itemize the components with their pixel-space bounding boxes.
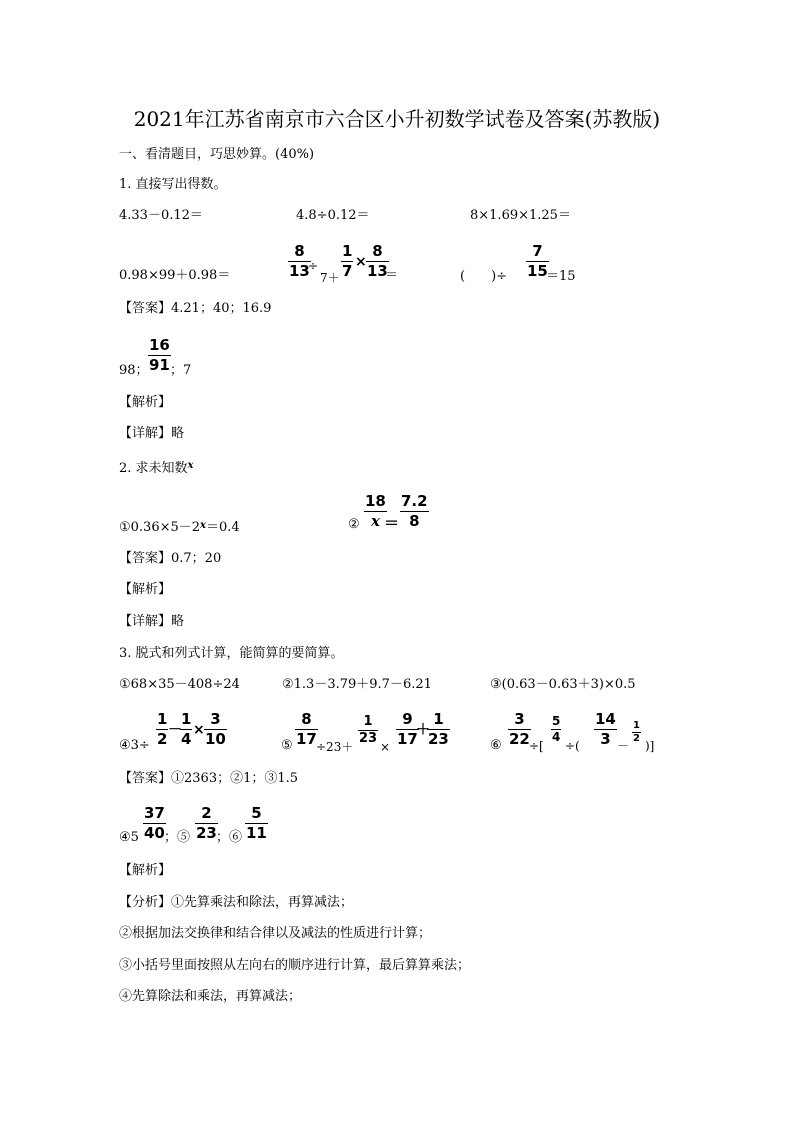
q1-item-3: 8×1.69×1.25＝ xyxy=(470,208,571,223)
q2-detail: 【详解】略 xyxy=(119,614,185,629)
expression-text: ÷( xyxy=(565,739,580,753)
fraction: 1 4 xyxy=(181,710,192,748)
fraction: 1 23 xyxy=(428,710,449,748)
q3-expression-1: ①68×35－408÷24 xyxy=(119,677,240,692)
q3-answer-line2: ④5 xyxy=(119,830,139,845)
fraction: 37 40 xyxy=(144,804,165,842)
fraction: 16 91 xyxy=(149,336,170,374)
q1-heading: 1. 直接写出得数。 xyxy=(119,177,227,192)
q3-note-1: 【分析】①先算乘法和除法，再算减法； xyxy=(119,895,354,910)
times-sign: × xyxy=(380,740,391,754)
fraction: 3 10 xyxy=(205,710,226,748)
expression-text: )] xyxy=(645,739,655,753)
q2-equation-1: $①0.36\times 5-2^x=0.4$ xyxy=(119,520,240,535)
fraction: 1 23 xyxy=(359,714,378,746)
fraction: 8 17 xyxy=(296,710,317,748)
plus-sign: ＋ xyxy=(416,722,430,738)
q3-expression-2: ②1.3－3.79＋9.7－6.21 xyxy=(282,677,432,692)
minus-sign: － xyxy=(168,722,182,738)
q3-heading: 3. 脱式和列式计算，能简算的要简算。 xyxy=(119,646,344,661)
document-title: 2021年江苏省南京市六合区小升初数学试卷及答案(苏教版) xyxy=(133,107,661,131)
fraction: 7 15 xyxy=(527,242,548,280)
q1-detail: 【详解】略 xyxy=(119,426,185,441)
times-sign: × xyxy=(193,722,205,738)
fraction: 7.2 8 xyxy=(401,492,428,530)
q2-heading: 2. 求未知数$^x$ xyxy=(119,460,194,476)
q3-expression-4: ④3÷ xyxy=(119,738,150,753)
q3-note-4: ④先算除法和乘法，再算减法； xyxy=(119,989,302,1004)
section-heading: 一、看清题目，巧思妙算。(40%) xyxy=(119,147,315,162)
fraction: 8 13 xyxy=(367,242,388,280)
fraction: 1 7 xyxy=(342,242,353,280)
fraction: 1 2 xyxy=(633,720,640,744)
fraction: 8 13 xyxy=(289,242,310,280)
q2-analysis: 【解析】 xyxy=(119,582,172,597)
q3-note-2: ②根据加法交换律和结合律以及减法的性质进行计算； xyxy=(119,926,432,941)
q1-item-1: 4.33－0.12＝ xyxy=(119,208,203,223)
fraction: 1 2 xyxy=(157,710,168,748)
blank-parenthesis: ( )÷ xyxy=(460,269,508,284)
equals-sign: ＝ xyxy=(384,514,400,532)
expression-text: 7＋ xyxy=(320,271,340,285)
q3-answer: 【答案】①2363；②1；③1.5 xyxy=(119,771,299,786)
q1-item-4: 0.98×99＋0.98＝ xyxy=(119,268,231,283)
expression-text: ；⑥ xyxy=(216,830,243,845)
q1-answer-line2: 98； xyxy=(119,363,149,378)
q1-item-2: 4.8÷0.12＝ xyxy=(296,208,370,223)
q2-equation-2-label: ② xyxy=(348,517,360,532)
q3-expression-3: ③(0.63－0.63＋3)×0.5 xyxy=(490,677,636,692)
q3-expression-6: ⑥ xyxy=(490,738,502,753)
fraction: 14 3 xyxy=(595,710,616,748)
fraction: 9 17 xyxy=(397,710,418,748)
expression-text: ÷23＋ xyxy=(316,740,354,754)
q1-analysis: 【解析】 xyxy=(119,395,172,410)
q3-expression-5: ⑤ xyxy=(281,738,293,753)
division-sign: ÷ xyxy=(308,259,319,273)
q2-answer: 【答案】0.7；20 xyxy=(119,551,222,566)
expression-text: ；⑤ xyxy=(164,830,191,845)
q3-note-3: ③小括号里面按照从左向右的顺序进行计算，最后算算乘法； xyxy=(119,958,471,973)
fraction: 2 23 xyxy=(196,804,217,842)
fraction: 18 x xyxy=(365,492,386,530)
times-sign: × xyxy=(355,254,367,270)
expression-text: ÷[ xyxy=(529,739,544,753)
expression-text: ＝15 xyxy=(546,269,576,284)
fraction: 5 11 xyxy=(246,804,267,842)
equals-sign: ＝ xyxy=(385,268,399,283)
fraction: 5 4 xyxy=(552,714,561,744)
q3-analysis: 【解析】 xyxy=(119,863,172,878)
fraction: 3 22 xyxy=(509,710,530,748)
q1-answer-tail: ；7 xyxy=(170,363,192,378)
minus-sign: － xyxy=(617,739,630,753)
q1-answer: 【答案】4.21；40；16.9 xyxy=(119,301,272,316)
